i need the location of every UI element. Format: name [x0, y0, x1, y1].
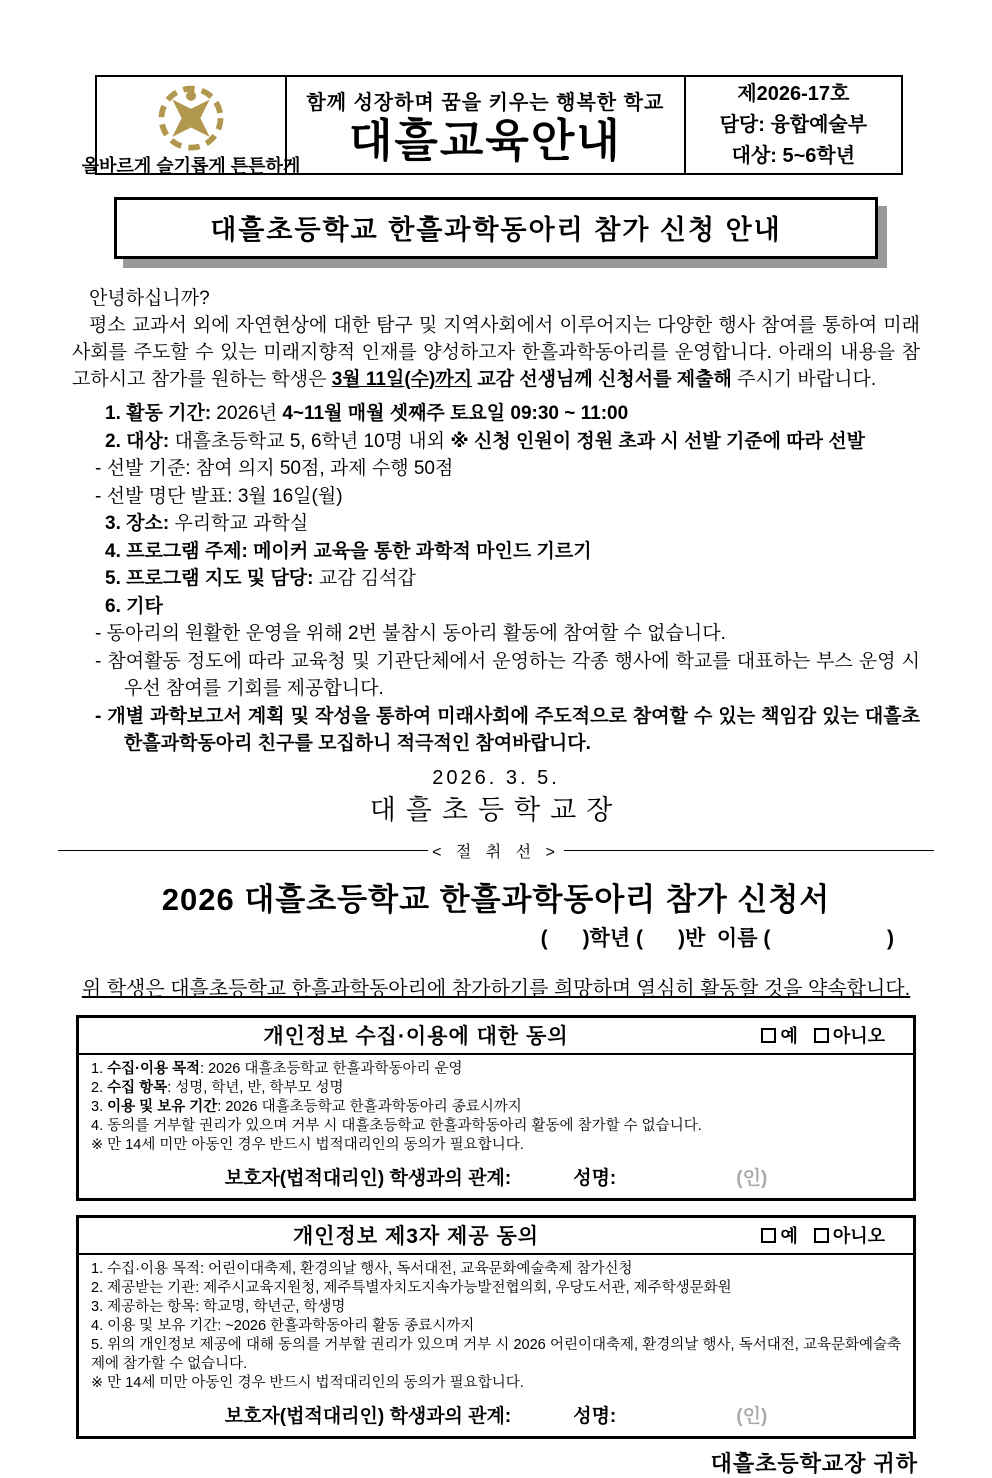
logo-motto: 올바르게 슬기롭게 튼튼하게: [81, 156, 301, 176]
consent2-item-purpose: [79, 1260, 913, 1279]
text-segment: - 선발 기준: 참여 의지 50점, 과제 수행 50점: [95, 458, 454, 479]
cut-line: [58, 839, 934, 862]
notice-title: 대흘초등학교 한흘과학동아리 참가 신청 안내: [210, 215, 782, 245]
consent2-yes-checkbox[interactable]: [761, 1228, 776, 1243]
text-segment: 4. 이용 및 보유 기간: ~2026 한흘과학동아리 활동 종료시까지: [91, 1317, 475, 1334]
notice-list: [72, 400, 920, 758]
application-title: 2026 대흘초등학교 한흘과학동아리 참가 신청서: [161, 881, 831, 917]
text-segment: 1. 활동 기간:: [105, 403, 212, 424]
text-segment: 2. 대상:: [105, 430, 170, 452]
text-segment: 1.: [91, 1060, 108, 1077]
text-segment: 4. 동의를 거부할 권리가 있으며 거부 시 대흘초등학교 한흘과학동아리 활동에 참가할 수 없습니다.: [91, 1117, 702, 1134]
consent1-item-purpose: [79, 1060, 913, 1079]
consent1-guardian-row: [79, 1157, 913, 1198]
consent2-no-label: 아니오: [832, 1226, 885, 1246]
guardian-relation-label: 보호자(법적대리인) 학생과의 관계:: [224, 1405, 512, 1427]
masthead: [81, 75, 903, 176]
consent1-choices: [761, 1022, 885, 1048]
text-segment: 2.: [91, 1079, 108, 1096]
consent2-header: [79, 1218, 913, 1255]
text-segment: : 성명, 학년, 반, 학부모 성명: [167, 1079, 344, 1096]
etc-item-report: [72, 703, 920, 758]
greeting-line: 안녕하십니까?: [89, 288, 210, 309]
consent1-body: [79, 1055, 913, 1157]
masthead-info-cell: [686, 77, 901, 173]
consent1-title: 개인정보 수집·이용에 대한 동의: [263, 1025, 569, 1048]
seal-placeholder: (인): [736, 1405, 768, 1427]
application-fields: ( )학년 ( )반 이름 ( ): [540, 926, 894, 950]
issue-number: 제2026-17호: [737, 82, 850, 105]
consent1-yes-label: 예: [780, 1026, 798, 1046]
consent2-item-under14: [79, 1374, 913, 1393]
text-segment: 6. 기타: [105, 595, 163, 617]
guardian-name-label: 성명:: [573, 1405, 617, 1427]
guardian-name-label: 성명:: [573, 1167, 617, 1189]
text-segment: 우리학교 과학실: [169, 513, 309, 534]
seal-placeholder: (인): [736, 1167, 768, 1189]
text-segment: 4~11월 매월 셋째주 토요일 09:30 ~ 11:00: [282, 403, 629, 424]
text-segment: 교감 김석갑: [313, 568, 416, 589]
text-segment: ※ 만 14세 미만 아동인 경우 반드시 법적대리인의 동의가 필요합니다.: [91, 1374, 524, 1391]
text-segment: 대흘초등학교 5, 6학년 10명 내외: [169, 430, 451, 452]
consent1-no-checkbox[interactable]: [814, 1028, 829, 1043]
consent1-no-label: 아니오: [832, 1026, 885, 1046]
text-segment: 1. 수집·이용 목적: 어린이대축제, 환경의날 행사, 독서대전, 교육문화예술축제 참가신청: [91, 1260, 633, 1277]
target-line: [72, 428, 920, 456]
text-segment: 3.: [91, 1098, 108, 1115]
text-segment: 3. 제공하는 항목: 학교명, 학년군, 학생명: [91, 1298, 346, 1315]
consent2-no-checkbox[interactable]: [814, 1228, 829, 1243]
place-line: [72, 510, 920, 538]
cut-line-label: < 절 취 선 >: [432, 843, 560, 861]
notice-title-box: [114, 197, 878, 259]
consent2-title: 개인정보 제3자 제공 동의: [292, 1225, 540, 1248]
etc-item-absence: [72, 620, 920, 648]
school-slogan: 함께 성장하며 꿈을 키우는 행복한 학교: [306, 91, 665, 114]
consent-section-collection: [76, 1015, 916, 1201]
consent2-yes-label: 예: [780, 1226, 798, 1246]
consent1-item-period: [79, 1098, 913, 1117]
newsletter-title: 대흘교육안내: [348, 114, 622, 166]
text-segment: 2026년: [211, 403, 283, 424]
text-segment: 교감 선생님께 신청서를 제출해: [472, 369, 732, 390]
text-segment: - 동아리의 원활한 운영을 위해 2번 불참시 동아리 활동에 참여할 수 없습니다.: [95, 623, 726, 644]
consent-section-thirdparty: [76, 1215, 916, 1439]
issue-date: 2026. 3. 5.: [432, 766, 560, 789]
consent2-guardian-row: [79, 1395, 913, 1436]
text-segment: 수집·이용 목적: [107, 1060, 201, 1077]
etc-heading-line: [72, 593, 920, 621]
selection-criteria-line: [72, 455, 920, 483]
text-segment: : 2026 대흘초등학교 한흘과학동아리 종료시까지: [217, 1098, 522, 1115]
text-segment: 3월 11일(수)까지: [331, 369, 473, 390]
consent2-item-refusal: [79, 1336, 913, 1374]
consent1-header: [79, 1018, 913, 1055]
text-segment: 4. 프로그램 주제: 메이커 교육을 통한 과학적 마인드 기르기: [105, 540, 592, 562]
text-segment: ※ 만 14세 미만 아동인 경우 반드시 법적대리인의 동의가 필요합니다.: [91, 1136, 524, 1153]
masthead-center-cell: [287, 77, 686, 173]
consent2-item-period: [79, 1317, 913, 1336]
consent1-item-fields: [79, 1079, 913, 1098]
program-theme-line: [72, 538, 920, 566]
guardian-relation-label: 보호자(법적대리인) 학생과의 관계:: [224, 1167, 512, 1189]
document-page: [0, 75, 992, 1478]
selection-announce-line: [72, 483, 920, 511]
addressee-line: 대흘초등학교장 귀하: [710, 1450, 918, 1476]
consent2-item-fields: [79, 1298, 913, 1317]
target-grade: 대상: 5~6학년: [731, 144, 856, 167]
program-leader-line: [72, 565, 920, 593]
text-segment: - 참여활동 정도에 따라 교육청 및 기관단체에서 운영하는 각종 행사에 학교를 대표하는 부스 운영 시 우선 참여를 기회를 제공합니다.: [95, 650, 920, 699]
notice-body: [72, 285, 920, 824]
etc-item-booth: [72, 648, 920, 703]
text-segment: 평소 교과서 외에 자연현상에 대한 탐구 및 지역사회에서 이루어지는 다양한 행사 참여를 통하여 미래사회를 주도할 수 있는 미래지향적 인재를 양성하고자 한흘과학동아리를 운영합니다. 아래의 내용을 참고하시고 참가를 원하는 학생은: [72, 315, 920, 390]
intro-paragraph: [72, 312, 920, 393]
consent1-item-refusal: [79, 1117, 913, 1136]
text-segment: 3. 장소:: [105, 513, 170, 534]
consent1-yes-checkbox[interactable]: [761, 1028, 776, 1043]
staff-department: 담당: 융합예술부: [719, 113, 868, 136]
masthead-logo-cell: [81, 77, 301, 176]
text-segment: 주시기 바랍니다.: [731, 369, 877, 390]
text-segment: 2. 제공받는 기관: 제주시교육지원청, 제주특별자치도지속가능발전협의회, 우당도서관, 제주학생문화원: [91, 1279, 732, 1296]
text-segment: 이용 및 보유 기간: [107, 1098, 218, 1115]
text-segment: 5. 프로그램 지도 및 담당:: [105, 568, 314, 589]
text-segment: : 2026 대흘초등학교 한흘과학동아리 운영: [200, 1060, 463, 1077]
consent2-choices: [761, 1222, 885, 1248]
principal-signature: 대흘초등학교장: [369, 794, 623, 825]
school-emblem-icon: [155, 80, 227, 152]
consent1-item-under14: [79, 1136, 913, 1155]
text-segment: 수집 항목: [107, 1079, 168, 1096]
activity-period-line: [72, 400, 920, 428]
consent2-body: [79, 1255, 913, 1395]
text-segment: 5. 위의 개인정보 제공에 대해 동의를 거부할 권리가 있으며 거부 시 2026 어린이대축제, 환경의날 행사, 독서대전, 교육문화예술축제에 참가할 수 없습니다.: [91, 1336, 901, 1372]
consent2-item-recipients: [79, 1279, 913, 1298]
text-segment: - 선발 명단 발표: 3월 16일(월): [95, 485, 343, 507]
text-segment: ※ 신청 인원이 정원 초과 시 선발 기준에 따라 선발: [450, 430, 866, 452]
text-segment: - 개별 과학보고서 계획 및 작성을 통하여 미래사회에 주도적으로 참여할 수 있는 책임감 있는 대흘초 한흘과학동아리 친구를 모집하니 적극적인 참여바랍니다.: [95, 705, 920, 754]
pledge-line: 위 학생은 대흘초등학교 한흘과학동아리에 참가하기를 희망하며 열심히 활동할 것을 약속합니다.: [81, 977, 911, 1000]
